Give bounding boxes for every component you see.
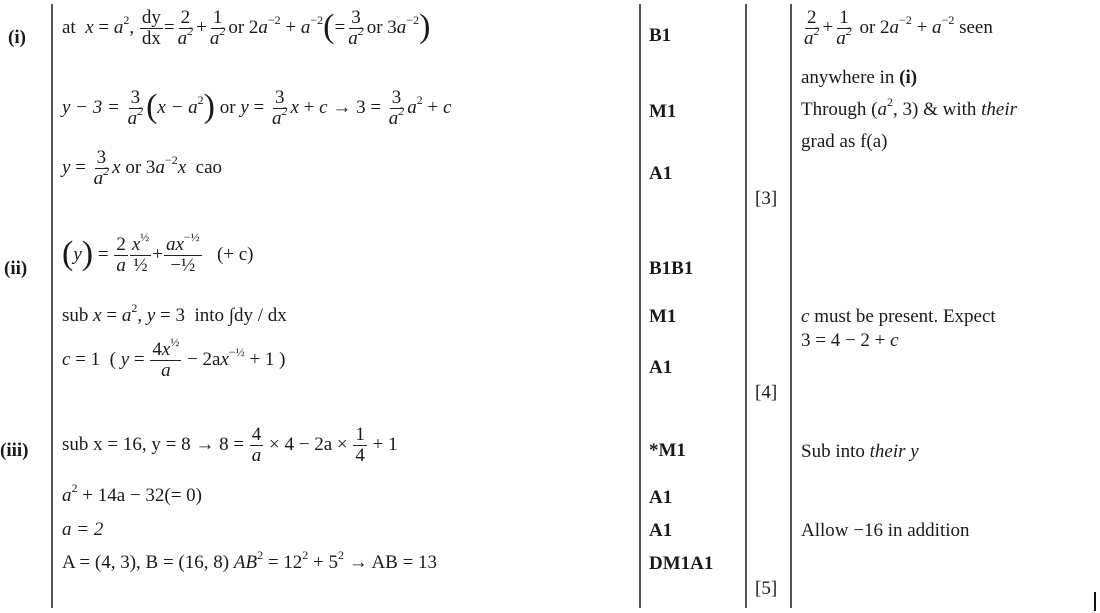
note-i-4: grad as f(a): [801, 131, 888, 152]
working-line-iii2: $a^2 + 14a - 32(= 0)$: [62, 481, 202, 506]
mark-ii-1: B1B1: [649, 258, 694, 279]
mark-iii-1: *M1: [649, 440, 686, 461]
working-line-i1: at $x = a^2$, $\frac{dy}{dx}$ = $\frac{2}{a^2}$ + $\frac{1}{a^2}$ or $2a^{-2} + a^{-2}(=$ $\frac{3}{a^2}$ or $3a^{-2}$): [62, 7, 431, 49]
total-ii: [4]: [755, 382, 778, 403]
note-i-1: $\frac{2}{a^2}$ + $\frac{1}{a^2}$ or $2a^{-2} + a^{-2}$ seen: [804, 7, 993, 49]
working-line-ii3: c = 1 ( y = $\frac{4x^{\frac{1}{2}}}{a}$ − $2ax^{-\frac{1}{2}} + 1$ ): [62, 335, 286, 381]
mark-ii-3: A1: [649, 357, 673, 378]
rule-notes-left: [790, 4, 792, 608]
rule-marks-right: [745, 4, 747, 608]
rule-left: [51, 4, 53, 608]
part-label-iii: (iii): [0, 440, 29, 461]
note-iii-2: Allow −16 in addition: [801, 520, 970, 541]
working-line-i2: y − 3 = $\frac{3}{a^2}$ $(x - a^2)$ or y = $\frac{3}{a^2}$ x + c → 3 = $\frac{3}{a^2}$ $a^2 + c$: [62, 87, 452, 129]
working-line-ii1: (y) = $\frac{2}{a}$ $\frac{x^{\frac{1}{2}}}{\text{½}}$ + $\frac{ax^{-\frac{1}{2}}}{\text{−½}}$ (+ c): [62, 230, 254, 276]
note-i-3: Through ($a^2$, 3) & with their: [801, 95, 1018, 120]
total-i: [3]: [755, 188, 778, 209]
note-ii-2: 3 = 4 − 2 + c: [801, 330, 899, 351]
total-iii: [5]: [755, 578, 778, 599]
rule-marks-left: [639, 4, 641, 608]
working-line-ii2: sub $x = a^2$, y = 3 into ∫dy / dx: [62, 301, 287, 326]
working-line-iii3: a = 2: [62, 519, 104, 540]
mark-ii-2: M1: [649, 306, 677, 327]
mark-i-3: A1: [649, 163, 673, 184]
note-ii-1: c must be present. Expect: [801, 306, 996, 327]
mark-iii-4: DM1A1: [649, 553, 714, 574]
part-label-ii: (ii): [4, 258, 28, 279]
mark-iii-3: A1: [649, 520, 673, 541]
mark-i-1: B1: [649, 25, 672, 46]
text-cursor: [1094, 592, 1096, 611]
working-line-i3: y = $\frac{3}{a^2}$ x or $3a^{-2}x$ cao: [62, 147, 223, 189]
working-line-iii1: sub x = 16, y = 8 → 8 = $\frac{4}{a}$ × 4 − 2a × $\frac{1}{4}$ + 1: [62, 424, 398, 466]
mark-i-2: M1: [649, 101, 677, 122]
note-iii-1: Sub into their y: [801, 441, 919, 462]
note-i-2: anywhere in (i): [801, 67, 918, 88]
part-label-i: (i): [8, 27, 26, 48]
working-line-iii4: A = (4, 3), B = (16, 8) $AB^2 = 12^2 + 5^2$ → AB = 13: [62, 548, 438, 573]
mark-iii-2: A1: [649, 487, 673, 508]
